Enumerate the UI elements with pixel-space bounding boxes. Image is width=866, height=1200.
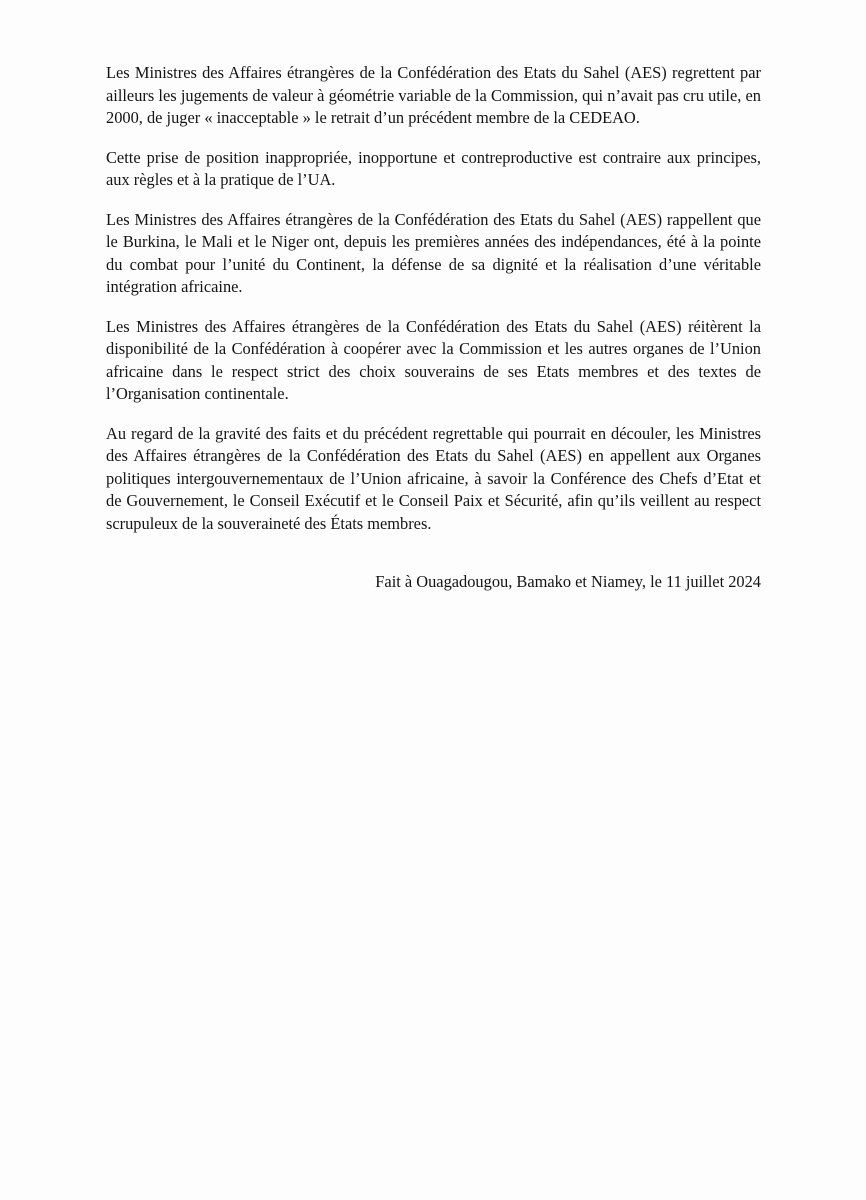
paragraph-5: Au regard de la gravité des faits et du précédent regrettable qui pourrait en découler, les Ministres des Affaires étrangères de la Confédération des Etats du Sahel (AES) en appellent aux Organes politiques intergouvernementaux de l’Union africaine, à savoir la Conférence des Chefs d’Etat et de Gouvernement, le Conseil Exécutif et le Conseil Paix et Sécurité, afin qu’ils veillent au respect scrupuleux de la souveraineté des États membres. — [106, 423, 761, 533]
document-body — [106, 62, 761, 610]
paragraph-2: Cette prise de position inappropriée, inopportune et contreproductive est contraire aux principes, aux règles et à la pratique de l’UA. — [106, 147, 761, 189]
signature-line: Fait à Ouagadougou, Bamako et Niamey, le 11 juillet 2024 — [375, 572, 761, 591]
paragraph-4: Les Ministres des Affaires étrangères de la Confédération des Etats du Sahel (AES) réitèrent la disponibilité de la Confédération à coopérer avec la Commission et les autres organes de l’Union africaine dans le respect strict des choix souverains de ses Etats membres et des textes de l’Organisation continentale. — [106, 316, 761, 403]
paragraph-3: Les Ministres des Affaires étrangères de la Confédération des Etats du Sahel (AES) rappellent que le Burkina, le Mali et le Niger ont, depuis les premières années des indépendances, été à la pointe du combat pour l’unité du Continent, la défense de sa dignité et la réalisation d’une véritable intégration africaine. — [106, 209, 761, 296]
paragraph-1: Les Ministres des Affaires étrangères de la Confédération des Etats du Sahel (AES) regrettent par ailleurs les jugements de valeur à géométrie variable de la Commission, qui n’avait pas cru utile, en 2000, de juger « inacceptable » le retrait d’un précédent membre de la CEDEAO. — [106, 63, 761, 127]
